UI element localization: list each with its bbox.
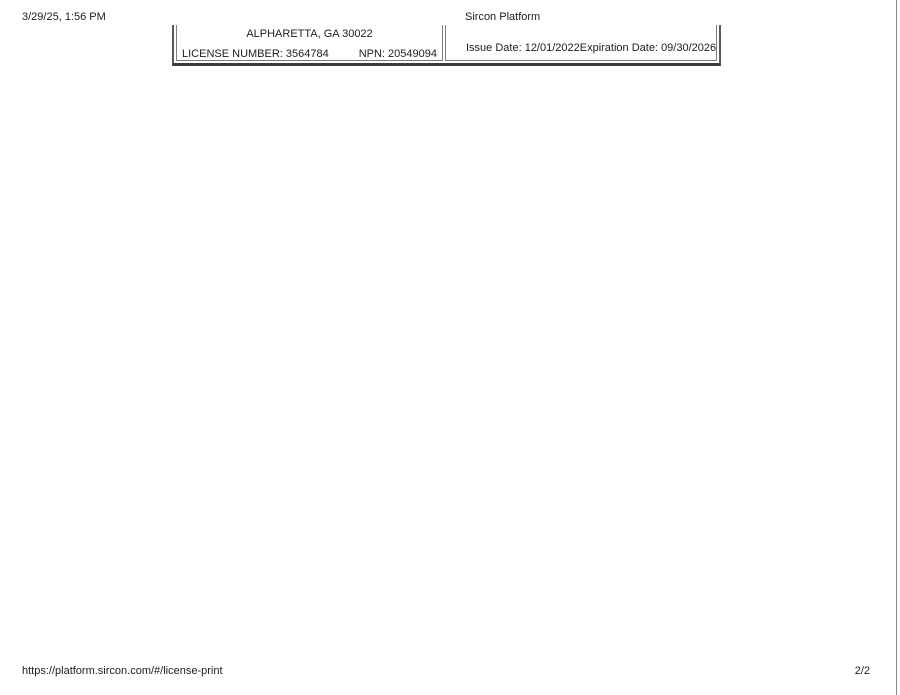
issue-date: Issue Date: 12/01/2022: [466, 42, 580, 54]
license-number-row: [177, 48, 442, 61]
license-dates-row: [446, 42, 716, 55]
license-dates-cell: [445, 25, 717, 61]
license-table: [172, 25, 721, 66]
npn-number: NPN: 20549094: [358, 48, 437, 60]
license-number: LICENSE NUMBER: 3564784: [182, 48, 329, 60]
address-line: ALPHARETTA, GA 30022: [246, 28, 373, 40]
print-header-document-title: Sircon Platform: [465, 11, 541, 23]
print-footer-page-indicator: 2/2: [854, 665, 870, 677]
license-address-cell: [176, 25, 443, 61]
page-edge-line: [896, 0, 897, 695]
expiration-date: Expiration Date: 09/30/2026: [579, 42, 717, 54]
print-header-timestamp: 3/29/25, 1:56 PM: [22, 11, 106, 23]
print-footer-url: https://platform.sircon.com/#/license-print: [22, 665, 223, 677]
